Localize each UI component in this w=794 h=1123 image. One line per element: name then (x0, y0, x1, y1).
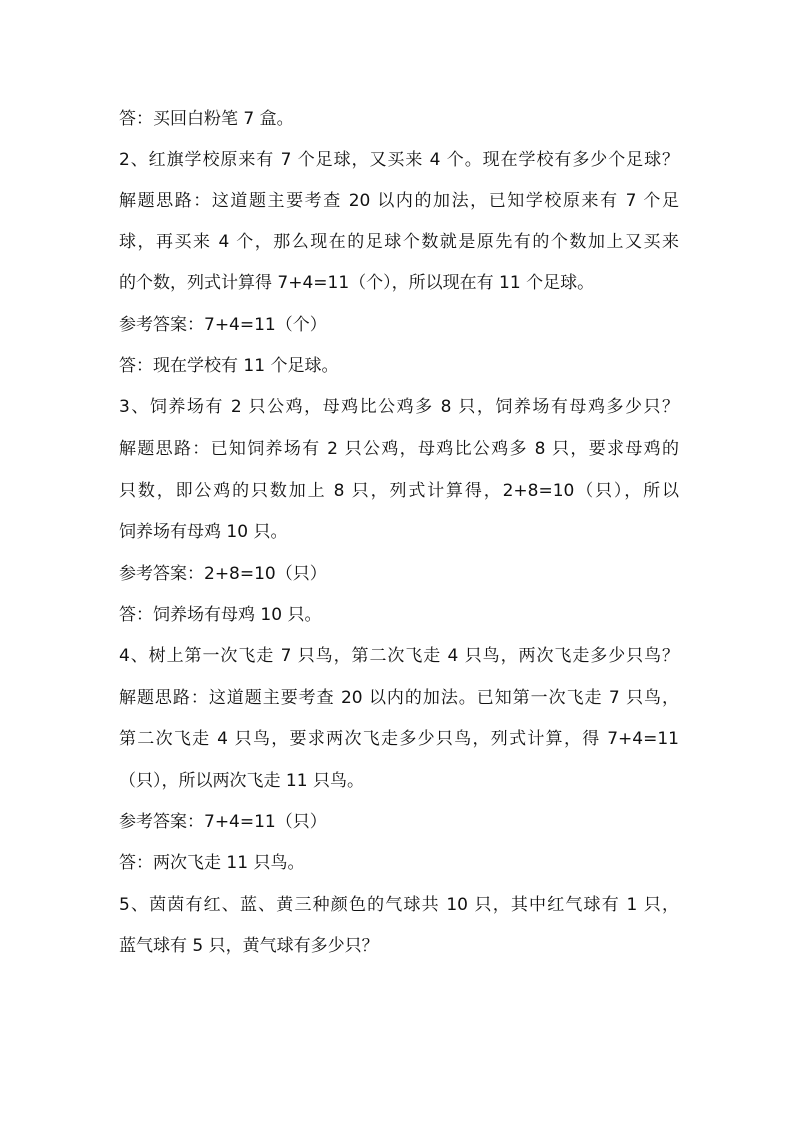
solution-line: 解题思路：这道题主要考查 20 以内的加法。已知第一次飞走 7 只鸟， (119, 688, 679, 708)
solution-line: （只），所以两次飞走 11 只鸟。 (119, 771, 364, 791)
question-3: 3、饲养场有 2 只公鸡，母鸡比公鸡多 8 只，饲养场有母鸡多少只？ (119, 397, 679, 417)
answer-line: 答：饲养场有母鸡 10 只。 (119, 605, 322, 625)
solution-line: 的个数，列式计算得 7+4=11（个），所以现在有 11 个足球。 (119, 273, 595, 293)
solution-line: 解题思路：这道题主要考查 20 以内的加法，已知学校原来有 7 个足 (119, 191, 679, 211)
solution-line: 解题思路：已知饲养场有 2 只公鸡，母鸡比公鸡多 8 只，要求母鸡的 (119, 439, 679, 459)
solution-line: 第二次飞走 4 只鸟，要求两次飞走多少只鸟，列式计算，得 7+4=11 (119, 729, 679, 749)
solution-line: 球，再买来 4 个，那么现在的足球个数就是原先有的个数加上又买来 (119, 232, 679, 252)
question-4: 4、树上第一次飞走 7 只鸟，第二次飞走 4 只鸟，两次飞走多少只鸟？ (119, 646, 679, 666)
answer-line: 答：两次飞走 11 只鸟。 (119, 853, 305, 873)
reference-answer: 参考答案：7+4=11（个） (119, 315, 327, 335)
reference-answer: 参考答案：2+8=10（只） (119, 564, 327, 584)
question-2: 2、红旗学校原来有 7 个足球，又买来 4 个。现在学校有多少个足球？ (119, 150, 679, 170)
solution-line: 饲养场有母鸡 10 只。 (119, 522, 288, 542)
reference-answer: 参考答案：7+4=11（只） (119, 812, 327, 832)
answer-line: 答：买回白粉笔 7 盒。 (119, 109, 294, 129)
question-5: 5、茵茵有红、蓝、黄三种颜色的气球共 10 只，其中红气球有 1 只， (119, 895, 679, 915)
solution-line: 只数，即公鸡的只数加上 8 只，列式计算得，2+8=10（只），所以 (119, 481, 679, 501)
question-5-continued: 蓝气球有 5 只，黄气球有多少只？ (119, 936, 379, 956)
answer-line: 答：现在学校有 11 个足球。 (119, 356, 339, 376)
